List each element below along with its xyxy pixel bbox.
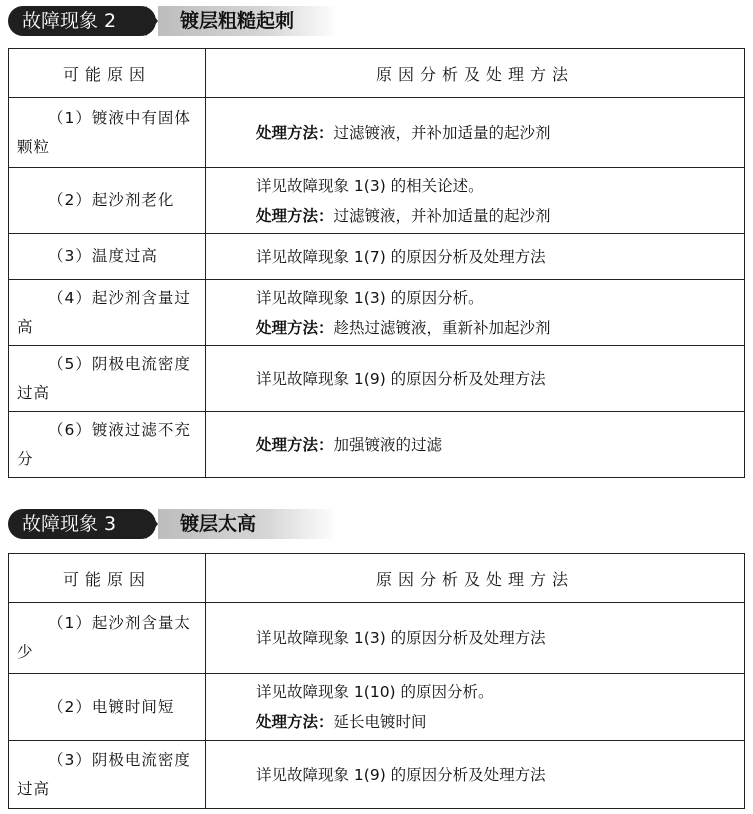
analysis-text: 过滤镀液，并补加适量的起沙剂 (333, 206, 551, 225)
header-analysis: 原因分析及处理方法 (206, 554, 745, 603)
cause-cell: （1）镀液中有固体颗粒 (9, 98, 206, 168)
fault-3-table (8, 553, 745, 809)
table-header-row (9, 49, 745, 98)
analysis-cell (206, 280, 745, 346)
analysis-text: 详见故障现象 1(3) 的原因分析。 (256, 288, 484, 307)
cause-cell: （2）电镀时间短 (9, 674, 206, 741)
cause-cell: （2）起沙剂老化 (9, 168, 206, 234)
section-header-fault-2 (8, 6, 338, 36)
analysis-line (256, 118, 734, 148)
method-label: 处理方法： (256, 318, 334, 337)
analysis-line (256, 242, 734, 272)
analysis-text: 加强镀液的过滤 (333, 435, 443, 454)
analysis-text: 详见故障现象 1(9) 的原因分析及处理方法 (256, 369, 546, 388)
table-row (9, 674, 745, 741)
analysis-cell (206, 98, 745, 168)
fault-tag: 故障现象 2 (8, 6, 156, 36)
analysis-text: 详见故障现象 1(3) 的原因分析及处理方法 (256, 629, 546, 647)
table-row (9, 346, 745, 412)
method-label: 处理方法： (256, 713, 334, 731)
analysis-cell (206, 741, 745, 809)
cause-cell: （1）起沙剂含量太少 (9, 603, 206, 674)
cause-cell: （5）阴极电流密度过高 (9, 346, 206, 412)
section-header-fault-3 (8, 509, 338, 539)
analysis-line (256, 171, 734, 201)
analysis-cell (206, 603, 745, 674)
table-row (9, 412, 745, 478)
table-row (9, 603, 745, 674)
analysis-line (256, 283, 734, 313)
table-row (9, 280, 745, 346)
table-row (9, 741, 745, 809)
analysis-text: 延长电镀时间 (333, 713, 427, 731)
table-header-row (9, 554, 745, 603)
analysis-text: 详见故障现象 1(3) 的相关论述。 (256, 176, 484, 195)
cause-cell: （4）起沙剂含量过高 (9, 280, 206, 346)
method-label: 处理方法： (256, 435, 334, 454)
analysis-text: 过滤镀液，并补加适量的起沙剂 (333, 123, 551, 142)
cause-cell: （3）温度过高 (9, 234, 206, 280)
analysis-line (256, 313, 734, 343)
header-analysis: 原因分析及处理方法 (206, 49, 745, 98)
method-label: 处理方法： (256, 206, 334, 225)
analysis-text: 详见故障现象 1(10) 的原因分析。 (256, 683, 494, 701)
analysis-line (256, 623, 734, 653)
header-cause: 可能原因 (9, 49, 206, 98)
analysis-line (256, 707, 734, 737)
table-row (9, 98, 745, 168)
analysis-cell (206, 674, 745, 741)
table-row (9, 168, 745, 234)
analysis-cell (206, 412, 745, 478)
analysis-line (256, 430, 734, 460)
analysis-text: 详见故障现象 1(9) 的原因分析及处理方法 (256, 765, 546, 784)
analysis-text: 详见故障现象 1(7) 的原因分析及处理方法 (256, 247, 546, 266)
fault-title: 镀层粗糙起刺 (158, 6, 338, 36)
analysis-cell (206, 168, 745, 234)
fault-title: 镀层太高 (158, 509, 338, 539)
analysis-line (256, 760, 734, 790)
cause-cell: （6）镀液过滤不充分 (9, 412, 206, 478)
analysis-cell (206, 234, 745, 280)
table-row (9, 234, 745, 280)
analysis-line (256, 201, 734, 231)
header-cause: 可能原因 (9, 554, 206, 603)
analysis-line (256, 364, 734, 394)
analysis-cell (206, 346, 745, 412)
analysis-line (256, 677, 734, 707)
fault-2-table (8, 48, 745, 478)
analysis-text: 趁热过滤镀液，重新补加起沙剂 (333, 318, 551, 337)
fault-tag: 故障现象 3 (8, 509, 156, 539)
method-label: 处理方法： (256, 123, 334, 142)
cause-cell: （3）阴极电流密度过高 (9, 741, 206, 809)
